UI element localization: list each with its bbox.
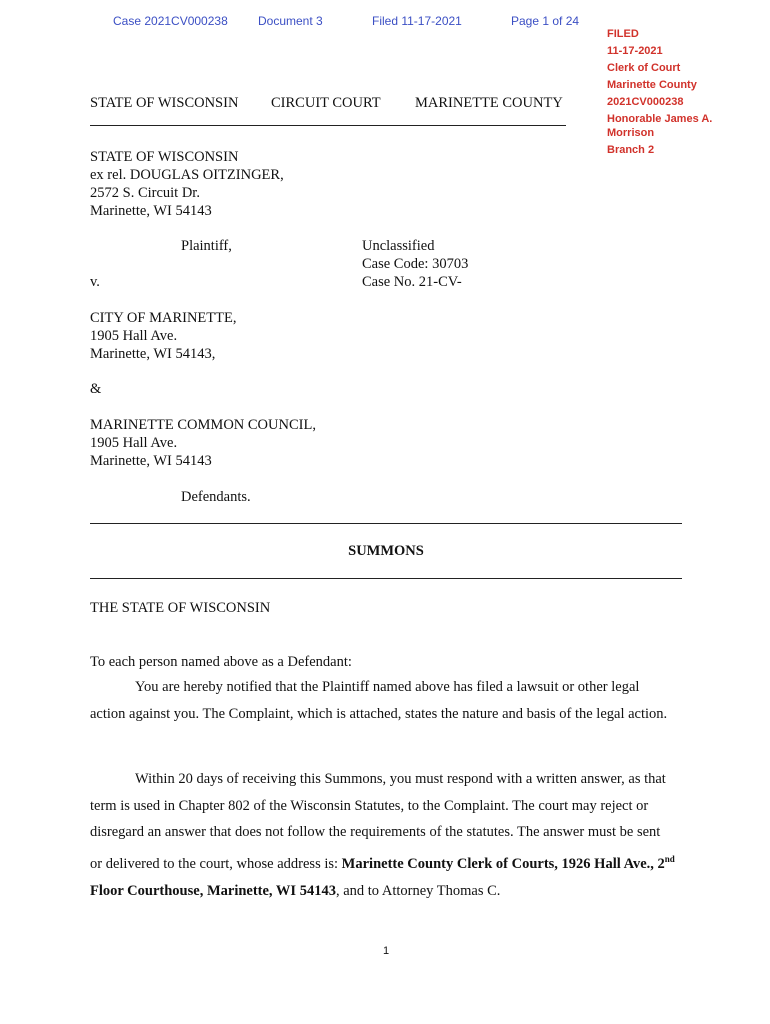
case-number-header: Case 2021CV000238	[113, 14, 228, 28]
stamp-line: 11-17-2021	[607, 45, 663, 57]
page-count-header: Page 1 of 24	[511, 14, 580, 28]
defendant-line: MARINETTE COMMON COUNCIL,	[90, 417, 316, 433]
ordinal-suffix: nd	[664, 854, 675, 865]
response-text: Within 20 days of receiving this Summons, you must respond with a written answer, as that term is used in Chapter 802 of the Wisconsin Statutes, to the Complaint. The court may reject or disregard an answer that does not follow the requirements of the statutes. The answer must be sent or delivered to the court, whose address is:	[90, 771, 666, 872]
page-number: 1	[382, 945, 390, 957]
plaintiff-line: ex rel. DOUGLAS OITZINGER,	[90, 167, 284, 183]
salutation: To each person named above as a Defendant:	[90, 654, 352, 670]
caption-divider	[90, 125, 566, 126]
defendant-city-block	[90, 309, 236, 363]
document-number-header: Document 3	[258, 14, 323, 28]
defendant-council-block	[90, 416, 316, 470]
plaintiff-line: STATE OF WISCONSIN	[90, 149, 239, 165]
plaintiff-block	[90, 148, 284, 220]
filed-date-header: Filed 11-17-2021	[372, 14, 462, 28]
plaintiff-line: 2572 S. Circuit Dr.	[90, 185, 200, 201]
defendant-line: 1905 Hall Ave.	[90, 328, 178, 344]
document-title: SUMMONS	[348, 543, 424, 559]
defendant-line: CITY OF MARINETTE,	[90, 310, 237, 326]
case-info-line: Unclassified	[362, 238, 435, 254]
stamp-line: Branch 2	[607, 144, 655, 156]
case-info-block	[362, 237, 468, 291]
response-text-end: , and to Attorney Thomas C.	[335, 882, 501, 899]
filing-stamp	[607, 26, 747, 159]
defendants-role: Defendants.	[181, 489, 251, 505]
paragraph-response	[90, 766, 675, 904]
caption-court: CIRCUIT COURT	[271, 95, 381, 111]
court-address-part: Floor Courthouse, Marinette, WI 54143	[90, 882, 336, 899]
plaintiff-role: Plaintiff,	[181, 238, 232, 254]
paragraph-notice: You are hereby notified that the Plaintiff named above has filed a lawsuit or other legal action against you. The Complaint, which is attached, states the nature and basis of the legal action.	[90, 679, 668, 722]
caption-state: STATE OF WISCONSIN	[90, 95, 239, 111]
state-heading: THE STATE OF WISCONSIN	[90, 600, 271, 616]
defendant-line: Marinette, WI 54143	[90, 453, 212, 469]
court-address-part: Marinette County Clerk of Courts, 1926 Hall Ave., 2	[341, 855, 665, 872]
ampersand: &	[90, 381, 102, 397]
defendant-line: 1905 Hall Ave.	[90, 435, 178, 451]
case-info-line: Case No. 21-CV-	[362, 274, 462, 290]
defendant-line: Marinette, WI 54143,	[90, 346, 216, 362]
title-top-rule	[90, 523, 682, 524]
title-bottom-rule	[90, 578, 682, 579]
stamp-line: Honorable James A.	[607, 113, 713, 125]
stamp-line: FILED	[607, 28, 639, 40]
stamp-line: Clerk of Court	[607, 62, 681, 74]
stamp-line: 2021CV000238	[607, 96, 684, 108]
caption-county: MARINETTE COUNTY	[415, 95, 563, 111]
stamp-line: Marinette County	[607, 79, 697, 91]
case-info-line: Case Code: 30703	[362, 256, 469, 272]
stamp-line: Morrison	[607, 127, 655, 139]
plaintiff-line: Marinette, WI 54143	[90, 203, 212, 219]
versus-label: v.	[90, 274, 100, 290]
